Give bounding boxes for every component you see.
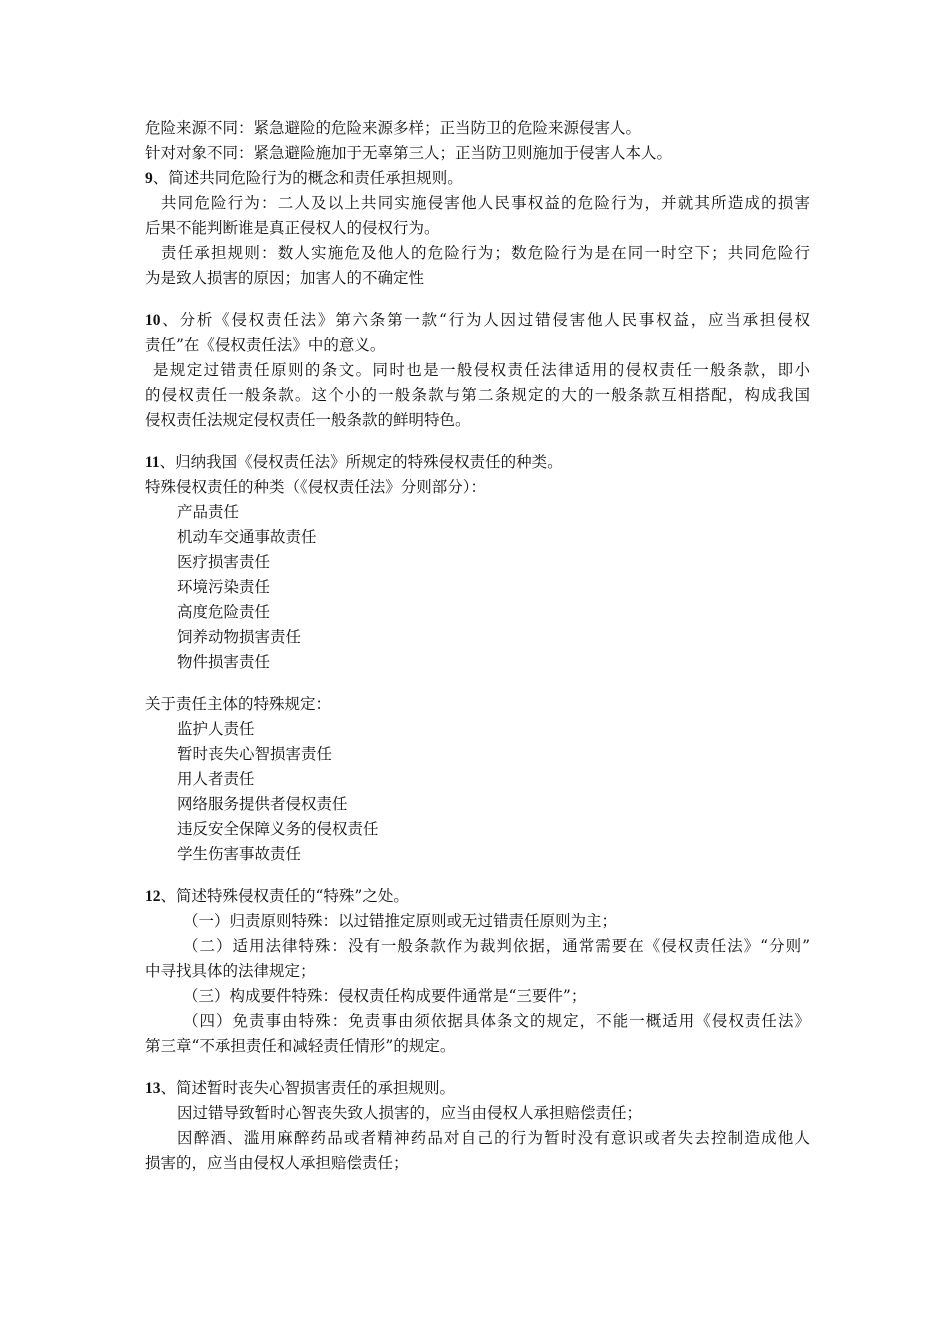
spacer bbox=[145, 1059, 810, 1076]
text-line: 因过错导致暂时心智丧失致人损害的，应当由侵权人承担赔偿责任； bbox=[177, 1104, 643, 1122]
question-9-heading bbox=[145, 166, 810, 191]
spacer bbox=[145, 291, 810, 308]
text-line: 侵权责任法规定侵权责任一般条款的鲜明特色。 bbox=[145, 411, 471, 429]
list-item: 违反安全保障义务的侵权责任 bbox=[177, 820, 379, 838]
text-line: （一）归责原则特殊：以过错推定原则或无过错责任原则为主； bbox=[183, 912, 618, 930]
text-line: （四）免责事由特殊：免责事由须依据具体条文的规定，不能一概适用《侵权责任法》 bbox=[183, 1012, 810, 1030]
text-line: 是规定过错责任原则的条文。同时也是一般侵权责任法律适用的侵权责任一般条款，即小 bbox=[153, 361, 810, 379]
text-line: 责任承担规则：数人实施危及他人的危险行为；数危险行为是在同一时空下；共同危险行 bbox=[161, 244, 810, 262]
list-item: 学生伤害事故责任 bbox=[177, 845, 302, 863]
text-line: 损害的，应当由侵权人承担赔偿责任； bbox=[145, 1154, 409, 1172]
text-line: 针对对象不同：紧急避险施加于无辜第三人；正当防卫则施加于侵害人本人。 bbox=[145, 144, 673, 162]
list-item: 高度危险责任 bbox=[177, 603, 271, 621]
list-item: 环境污染责任 bbox=[177, 578, 271, 596]
list-heading: 关于责任主体的特殊规定： bbox=[145, 695, 332, 713]
text-line: 第三章“不承担责任和减轻责任情形”的规定。 bbox=[145, 1037, 456, 1055]
text-line: 因醉酒、滥用麻醉药品或者精神药品对自己的行为暂时没有意识或者失去控制造成他人 bbox=[177, 1129, 810, 1147]
list-heading: 特殊侵权责任的种类（《侵权责任法》分则部分）： bbox=[145, 478, 487, 496]
list-item: 暂时丧失心智损害责任 bbox=[177, 745, 333, 763]
question-10-heading bbox=[145, 308, 810, 333]
list-item: 机动车交通事故责任 bbox=[177, 528, 317, 546]
list-item: 监护人责任 bbox=[177, 720, 255, 738]
text-line: 危险来源不同：紧急避险的危险来源多样；正当防卫的危险来源侵害人。 bbox=[145, 119, 642, 137]
spacer bbox=[145, 675, 810, 692]
question-title: 、分析《侵权责任法》第六条第一款“行为人因过错侵害他人民事权益，应当承担侵权 bbox=[160, 311, 810, 329]
question-title: 、归纳我国《侵权责任法》所规定的特殊侵权责任的种类。 bbox=[159, 453, 563, 471]
question-number: 11 bbox=[145, 454, 160, 471]
question-13-heading bbox=[145, 1076, 810, 1101]
spacer bbox=[145, 867, 810, 884]
question-title: 、简述共同危险行为的概念和责任承担规则。 bbox=[152, 169, 463, 187]
question-number: 10 bbox=[145, 312, 161, 329]
text-line: 共同危险行为：二人及以上共同实施侵害他人民事权益的危险行为，并就其所造成的损害 bbox=[161, 194, 810, 212]
text-line: （三）构成要件特殊：侵权责任构成要件通常是“三要件”； bbox=[183, 987, 587, 1005]
question-title: 、简述暂时丧失心智损害责任的承担规则。 bbox=[160, 1079, 456, 1097]
text-line: 的侵权责任一般条款。这个小的一般条款与第二条规定的大的一般条款互相搭配，构成我国 bbox=[145, 386, 810, 404]
spacer bbox=[145, 433, 810, 450]
text-line: （二）适用法律特殊：没有一般条款作为裁判依据，通常需要在《侵权责任法》“分则” bbox=[183, 937, 810, 955]
text-line: 为是致人损害的原因；加害人的不确定性 bbox=[145, 269, 425, 287]
question-number: 9 bbox=[145, 170, 153, 187]
list-item: 饲养动物损害责任 bbox=[177, 628, 302, 646]
question-number: 13 bbox=[145, 1080, 161, 1097]
question-11-heading bbox=[145, 450, 810, 475]
list-item: 医疗损害责任 bbox=[177, 553, 271, 571]
text-line: 后果不能判断谁是真正侵权人的侵权行为。 bbox=[145, 219, 440, 237]
list-item: 用人者责任 bbox=[177, 770, 255, 788]
question-number: 12 bbox=[145, 888, 161, 905]
document-page bbox=[145, 116, 810, 1176]
question-12-heading bbox=[145, 884, 810, 909]
text-line: 责任”在《侵权责任法》中的意义。 bbox=[145, 336, 386, 354]
question-title: 、简述特殊侵权责任的“特殊”之处。 bbox=[160, 887, 409, 905]
list-item: 产品责任 bbox=[177, 503, 240, 521]
list-item: 网络服务提供者侵权责任 bbox=[177, 795, 348, 813]
list-item: 物件损害责任 bbox=[177, 653, 271, 671]
text-line: 中寻找具体的法律规定； bbox=[145, 962, 316, 980]
